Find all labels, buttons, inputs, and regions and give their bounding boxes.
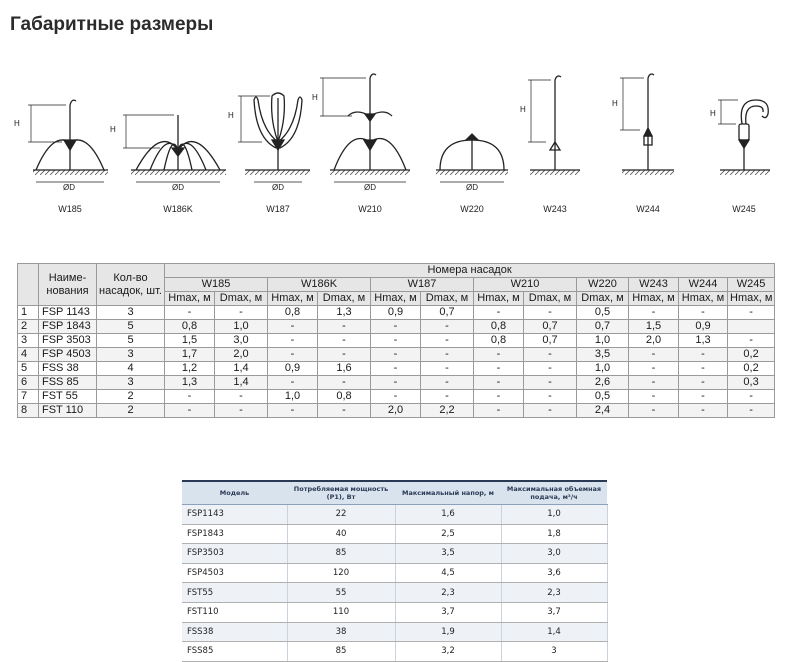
diagram-w244-h: H [612,99,618,108]
nozzle-w245: W245 [728,278,775,292]
table-cell: - [421,348,474,362]
table-cell: - [371,390,421,404]
nozzle-diagrams [0,60,797,230]
table-cell: 0,7 [421,306,474,320]
table-cell: - [524,362,577,376]
table-cell: - [474,348,524,362]
table-cell: FST55 [182,583,287,603]
table-cell: 3 [97,306,165,320]
table-cell: FSS85 [182,642,287,662]
diagram-w187-h: H [228,111,234,120]
table-cell: 1,2 [165,362,215,376]
table-cell: - [728,404,775,418]
table-cell: 3,6 [501,563,607,583]
table-cell: 0,9 [268,362,318,376]
table-cell: 1,0 [501,505,607,525]
table-cell: 0,8 [318,390,371,404]
power-col-power: Потребляемая мощность (P1), Вт [287,481,395,505]
diagram-w244 [612,74,674,214]
table-cell: 0,7 [577,320,629,334]
table-cell: 7 [18,390,39,404]
table-cell: - [728,390,775,404]
table-cell: 3,2 [395,642,501,662]
diagram-w185-d: ØD [63,183,75,192]
table-cell: - [268,404,318,418]
table-cell: - [215,306,268,320]
table-cell: FSP1843 [182,524,287,544]
table-cell: FSP 4503 [39,348,97,362]
sub-header-cell: Hmax, м [268,292,318,306]
table-cell: - [728,334,775,348]
table-cell: 1,5 [165,334,215,348]
table-cell: 120 [287,563,395,583]
table-cell: FST110 [182,602,287,622]
table-cell: 0,2 [728,348,775,362]
table-row [182,622,607,642]
table-cell: 3,7 [501,602,607,622]
table-cell: - [268,320,318,334]
table-cell: FSP 3503 [39,334,97,348]
table-cell: - [679,348,728,362]
table-cell: - [679,376,728,390]
table-cell: - [421,390,474,404]
table-cell: - [318,348,371,362]
table-cell: FSP 1143 [39,306,97,320]
table-cell: 1,3 [165,376,215,390]
table-cell: FSP 1843 [39,320,97,334]
table-cell: - [268,334,318,348]
table-cell: 5 [97,320,165,334]
table-cell: - [679,404,728,418]
col-group: Номера насадок [165,264,775,278]
table-cell: - [421,334,474,348]
nozzle-w244: W244 [679,278,728,292]
table-cell: 0,5 [577,390,629,404]
col-count: Кол-во насадок, шт. [97,264,165,306]
diagram-w245 [710,100,770,214]
table-cell: 3,5 [577,348,629,362]
table-cell: - [165,390,215,404]
table-cell: - [215,404,268,418]
table-cell: 85 [287,642,395,662]
table-cell: 0,8 [268,306,318,320]
table-row [182,524,607,544]
table-cell: FSP4503 [182,563,287,583]
sub-header-cell: Dmax, м [318,292,371,306]
diagram-w244-label: W244 [636,204,660,214]
table-cell [728,320,775,334]
table-cell: 2 [97,404,165,418]
table-cell: 2,5 [395,524,501,544]
table-cell: - [524,376,577,390]
table-cell: FSS 85 [39,376,97,390]
table-cell: - [679,362,728,376]
sub-header-cell: Dmax, м [577,292,629,306]
table-cell: 22 [287,505,395,525]
sub-header-cell: Hmax, м [728,292,775,306]
diagram-w220-d: ØD [466,183,478,192]
nozzle-w187: W187 [371,278,474,292]
nozzle-w185: W185 [165,278,268,292]
table-cell: FSS38 [182,622,287,642]
table-cell: - [728,306,775,320]
table-cell: FSP3503 [182,544,287,564]
table-cell: 1,9 [395,622,501,642]
table-row [18,334,775,348]
table-cell: - [421,362,474,376]
power-col-flow: Максимальная объемная подача, м³/ч [501,481,607,505]
table-cell: 1,3 [318,306,371,320]
table-row [182,602,607,622]
table-row [182,583,607,603]
table-cell: 3,0 [215,334,268,348]
table-cell: - [318,404,371,418]
table-cell: - [215,390,268,404]
col-name: Наиме-нования [39,264,97,306]
table-cell: - [524,390,577,404]
diagram-w210-d: ØD [364,183,376,192]
table-cell: 1,4 [501,622,607,642]
diagram-w245-label: W245 [732,204,756,214]
page-title: Габаритные размеры [10,14,214,35]
table-cell: - [629,348,679,362]
nozzle-w243: W243 [629,278,679,292]
table-cell: - [268,376,318,390]
diagram-w185-label: W185 [58,204,82,214]
table-cell: 1,0 [577,334,629,348]
table-cell: 1,4 [215,376,268,390]
table-cell: 3,7 [395,602,501,622]
table-cell: FSS 38 [39,362,97,376]
sub-header-cell: Dmax, м [524,292,577,306]
nozzle-w220: W220 [577,278,629,292]
diagram-w220-label: W220 [460,204,484,214]
table-cell: - [165,404,215,418]
table-row [18,404,775,418]
diagram-w243-label: W243 [543,204,567,214]
table-cell: 1,3 [679,334,728,348]
diagram-w220 [436,134,508,214]
power-col-model: Модель [182,481,287,505]
table-cell: 3 [97,376,165,390]
table-cell: - [524,348,577,362]
table-cell: - [318,320,371,334]
table-cell: 3 [501,642,607,662]
table-cell: - [629,376,679,390]
table-cell: 0,8 [474,320,524,334]
sub-header-cell: Hmax, м [629,292,679,306]
table-row [18,320,775,334]
table-cell: - [371,334,421,348]
table-cell: 1,6 [395,505,501,525]
table-cell: FST 55 [39,390,97,404]
table-cell: - [629,390,679,404]
table-cell: - [268,348,318,362]
table-row [18,376,775,390]
table-cell: 0,7 [524,334,577,348]
table-cell: 40 [287,524,395,544]
table-cell: 3 [97,348,165,362]
table-cell: - [371,348,421,362]
table-cell: 0,5 [577,306,629,320]
table-cell: 3 [18,334,39,348]
table-cell: 2,4 [577,404,629,418]
table-cell: 6 [18,376,39,390]
table-cell: - [524,404,577,418]
table-cell: 2,3 [395,583,501,603]
table-row [18,306,775,320]
table-row [182,544,607,564]
table-cell: 2,3 [501,583,607,603]
table-cell: 1,6 [318,362,371,376]
diagram-w245-h: H [710,109,716,118]
table-cell: 2,0 [371,404,421,418]
table-row [182,505,607,525]
table-cell: - [629,306,679,320]
table-cell: 0,2 [728,362,775,376]
diagram-w187 [228,93,310,214]
diagram-w185 [14,100,108,214]
table-cell: FSP1143 [182,505,287,525]
diagram-w210-label: W210 [358,204,382,214]
table-cell: 4,5 [395,563,501,583]
nozzle-w210: W210 [474,278,577,292]
table-cell: 1,7 [165,348,215,362]
table-cell: 3,5 [395,544,501,564]
table-cell: - [679,390,728,404]
dimensions-table [17,263,775,418]
table-row [182,563,607,583]
sub-header-cell: Hmax, м [371,292,421,306]
table-cell: - [474,404,524,418]
table-cell: - [474,362,524,376]
table-cell: 5 [18,362,39,376]
sub-header-cell: Hmax, м [474,292,524,306]
table-cell: 1,4 [215,362,268,376]
sub-header-cell: Dmax, м [421,292,474,306]
table-cell: 2 [18,320,39,334]
power-table [182,480,608,662]
table-cell: - [371,376,421,390]
diagram-w187-d: ØD [272,183,284,192]
table-cell: 0,7 [524,320,577,334]
table-cell: - [474,390,524,404]
diagram-w210-h: H [312,93,318,102]
col-index [18,264,39,306]
table-cell: 0,9 [679,320,728,334]
table-cell: - [524,306,577,320]
table-cell: 1,8 [501,524,607,544]
diagram-w243-h: H [520,105,526,114]
table-cell: FST 110 [39,404,97,418]
diagram-w186k-h: H [110,125,116,134]
diagram-w185-h: H [14,119,20,128]
table-row [18,390,775,404]
table-cell: 4 [97,362,165,376]
table-cell: 38 [287,622,395,642]
table-cell: 1,0 [268,390,318,404]
diagram-w186k-label: W186K [163,204,193,214]
table-cell: - [318,334,371,348]
table-cell: - [421,376,474,390]
diagram-w187-label: W187 [266,204,290,214]
table-cell: - [629,404,679,418]
table-cell: 5 [97,334,165,348]
table-cell: 2,6 [577,376,629,390]
table-cell: 55 [287,583,395,603]
table-cell: - [421,320,474,334]
table-cell: 0,8 [474,334,524,348]
table-cell: 110 [287,602,395,622]
table-row [18,362,775,376]
table-cell: - [679,306,728,320]
table-cell: 1 [18,306,39,320]
table-cell: - [318,376,371,390]
diagram-w210 [312,74,410,214]
table-cell: 0,3 [728,376,775,390]
diagram-w243 [520,76,580,214]
table-cell: - [371,320,421,334]
nozzle-w186k: W186K [268,278,371,292]
table-cell: 0,8 [165,320,215,334]
table-cell: - [474,376,524,390]
table-cell: 3,0 [501,544,607,564]
table-cell: 1,0 [577,362,629,376]
table-cell: - [629,362,679,376]
table-cell: 85 [287,544,395,564]
table-cell: 0,9 [371,306,421,320]
table-cell: 2 [97,390,165,404]
power-col-head: Максимальный напор, м [395,481,501,505]
table-cell: - [371,362,421,376]
sub-header-cell: Hmax, м [165,292,215,306]
table-cell: - [474,306,524,320]
table-cell: - [165,306,215,320]
table-cell: 2,0 [629,334,679,348]
table-cell: 4 [18,348,39,362]
table-cell: 8 [18,404,39,418]
table-row [182,642,607,662]
table-cell: 1,0 [215,320,268,334]
diagram-w186k-d: ØD [172,183,184,192]
table-cell: 2,2 [421,404,474,418]
table-row [18,348,775,362]
sub-header-cell: Hmax, м [679,292,728,306]
sub-header-cell: Dmax, м [215,292,268,306]
diagram-w186k [110,115,226,214]
table-cell: 1,5 [629,320,679,334]
table-cell: 2,0 [215,348,268,362]
